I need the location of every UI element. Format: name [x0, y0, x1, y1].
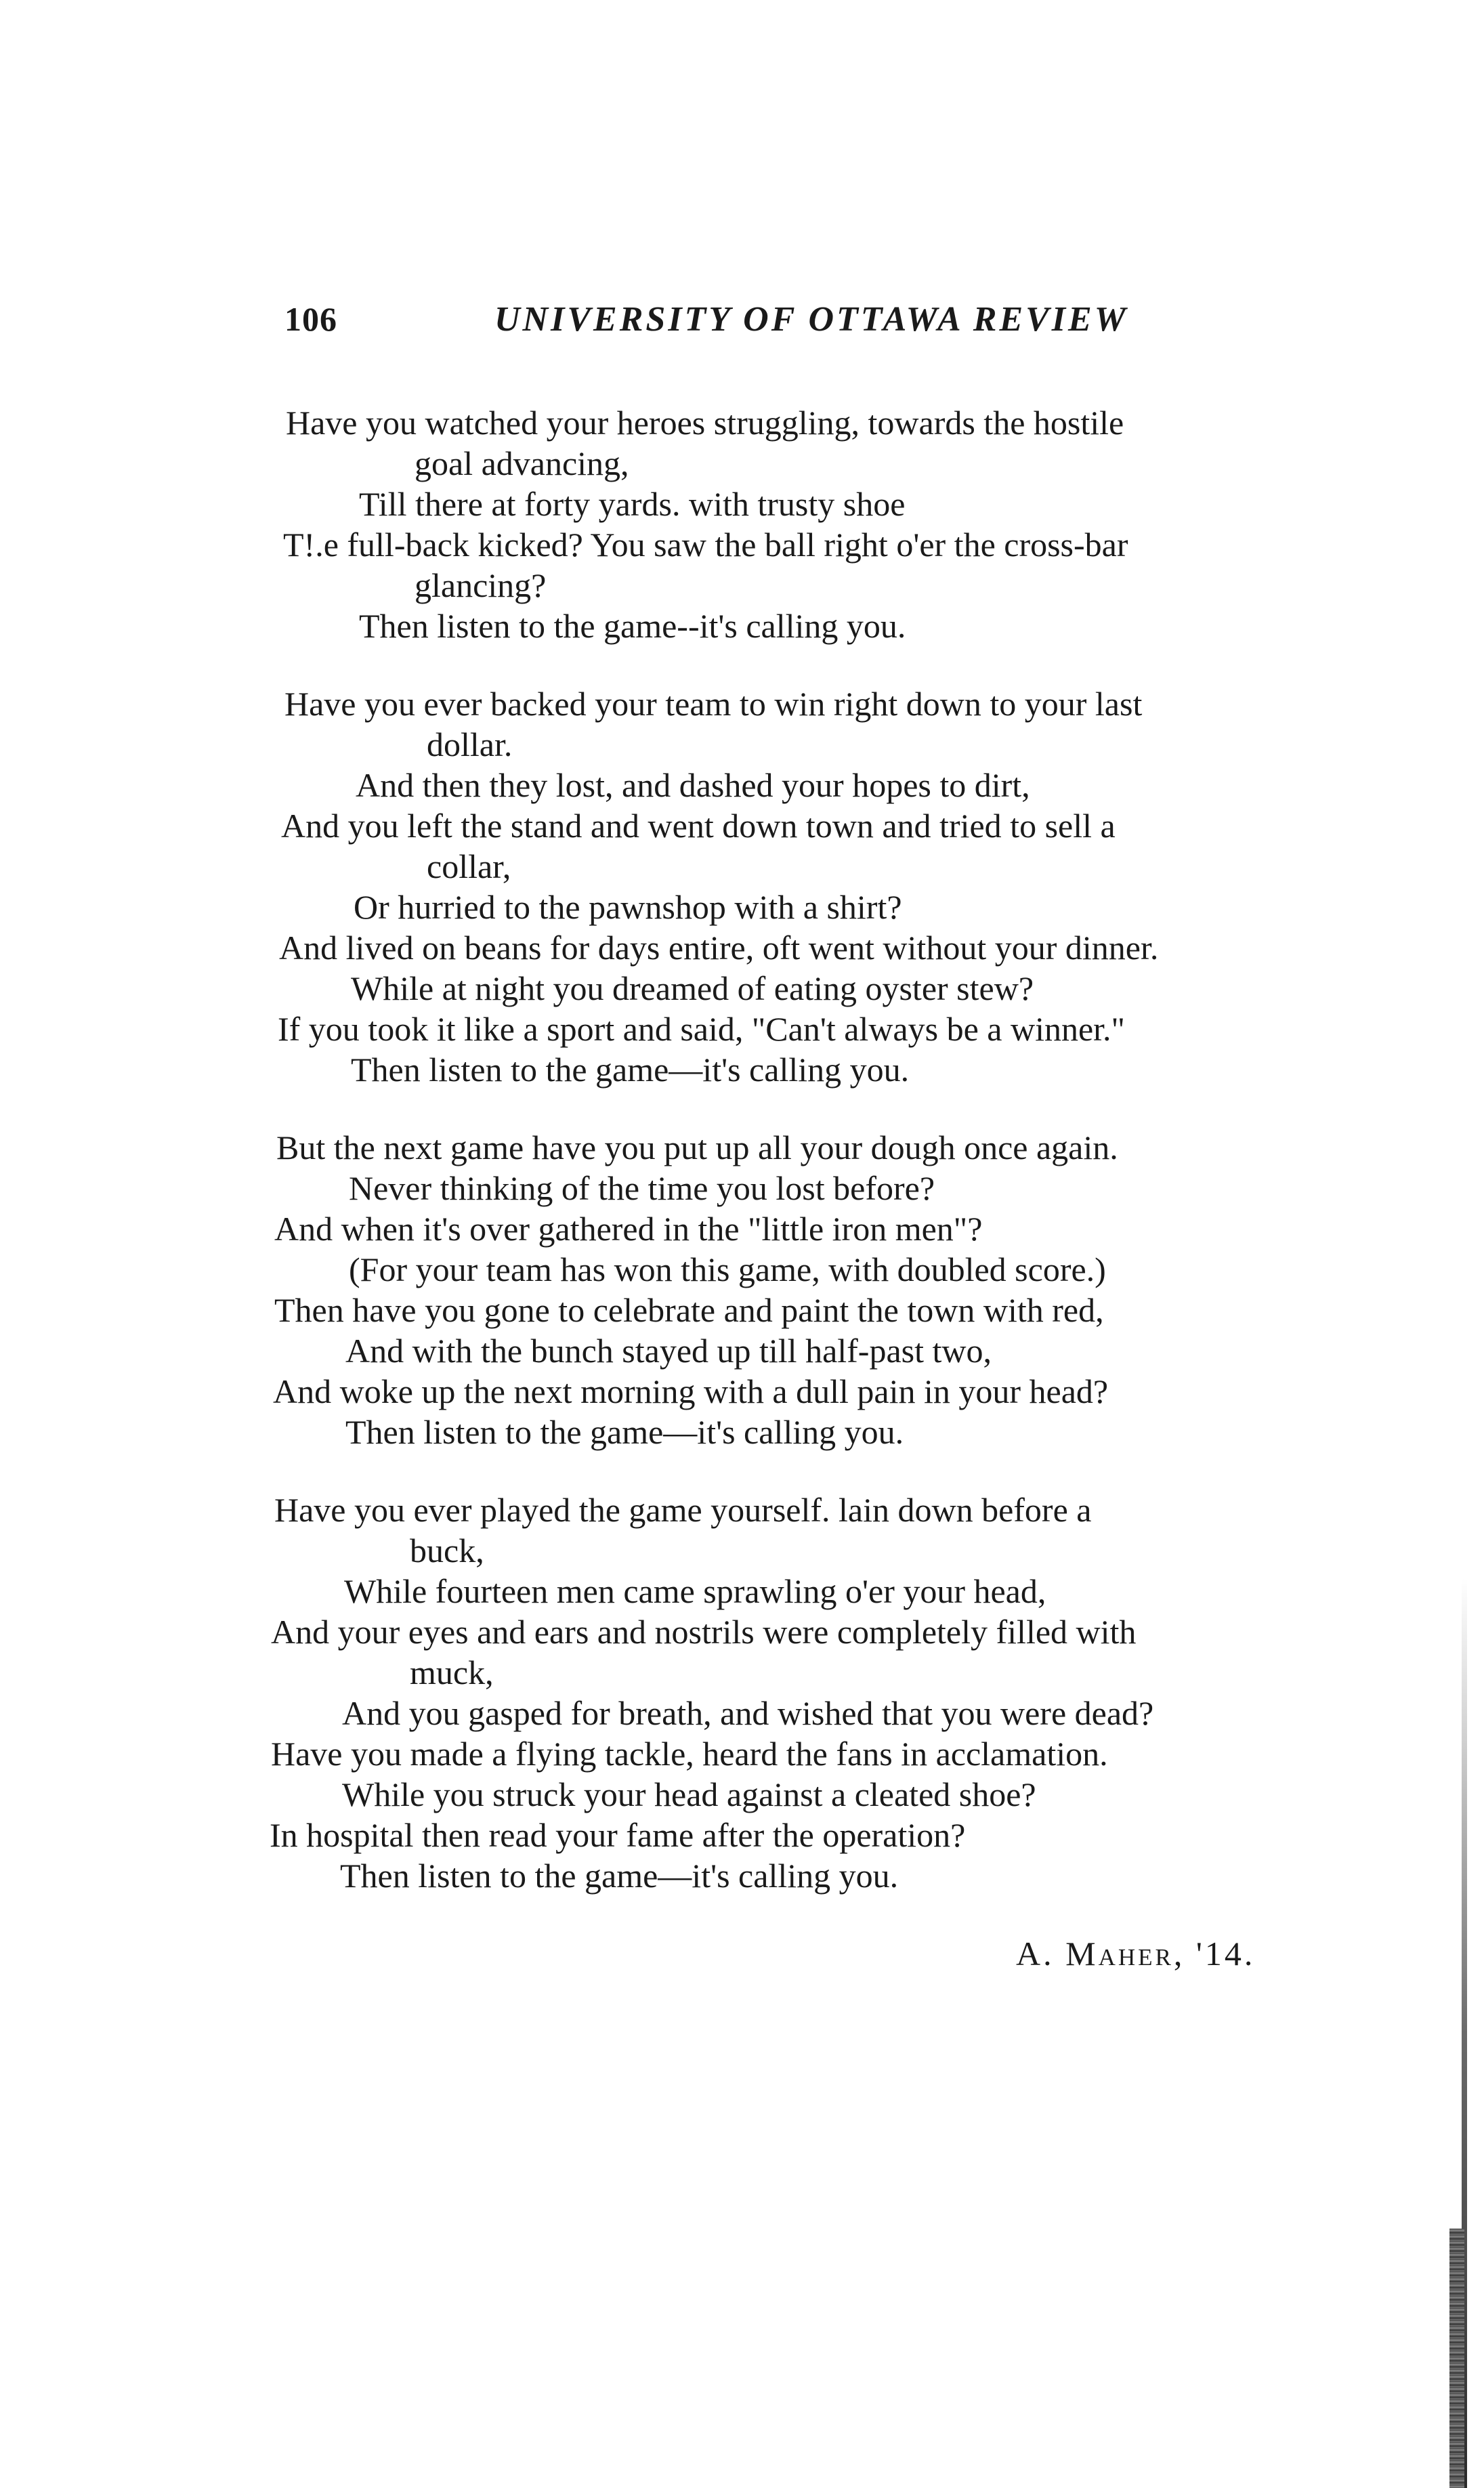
poem-line: And woke up the next morning with a dull pain in your head? [273, 1372, 1109, 1410]
poem-line: Have you made a flying tackle, heard the fans in acclamation. [271, 1735, 1108, 1773]
poem-line: Till there at forty yards. with trusty shoe [359, 485, 906, 523]
poem-line: dollar. [427, 725, 513, 763]
poem-line: glancing? [415, 566, 547, 604]
scan-edge-dark [1449, 2229, 1464, 2488]
poem-line: And you gasped for breath, and wished that you were dead? [342, 1694, 1154, 1732]
page-header [284, 299, 1219, 347]
poem-line: T!.e full-back kicked? You saw the ball right o'er the cross-bar [283, 526, 1128, 564]
poem-line: Have you ever backed your team to win right down to your last [284, 685, 1143, 723]
poem-line: collar, [427, 847, 511, 885]
page-number: 106 [284, 300, 337, 338]
poem-line: Or hurried to the pawnshop with a shirt? [354, 888, 902, 926]
poem-line: While at night you dreamed of eating oyster stew? [351, 969, 1034, 1007]
poem-line: While you struck your head against a cleated shoe? [342, 1775, 1036, 1813]
poem-line: Then listen to the game--it's calling you. [359, 607, 906, 645]
author-year: '14. [1195, 1935, 1256, 1973]
poem-line: muck, [410, 1653, 494, 1691]
poem-line: And your eyes and ears and nostrils were completely filled with [271, 1613, 1137, 1651]
poem-line: But the next game have you put up all your dough once again. [276, 1129, 1118, 1166]
poem-line: While fourteen men came sprawling o'er your head, [344, 1572, 1046, 1610]
poem-line: Have you ever played the game yourself. lain down before a [274, 1491, 1092, 1529]
author-surname: Maher, [1065, 1935, 1185, 1973]
poem-line: Never thinking of the time you lost before? [349, 1169, 935, 1207]
author-initial: A. [1016, 1935, 1055, 1973]
poem-line: Have you watched your heroes struggling, towards the hostile [286, 404, 1124, 442]
poem-line: And you left the stand and went down town and tried to sell a [281, 807, 1116, 845]
poem-line: And then they lost, and dashed your hopes to dirt, [356, 766, 1030, 804]
poem-line: And with the bunch stayed up till half-past two, [345, 1332, 992, 1370]
poem-line: buck, [410, 1532, 484, 1569]
poem-line: And when it's over gathered in the "little iron men"? [274, 1210, 983, 1248]
poem-line: Then listen to the game—it's calling you. [351, 1051, 910, 1089]
journal-title: UNIVERSITY OF OTTAWA REVIEW [494, 300, 1128, 339]
poem-line: goal advancing, [415, 444, 629, 482]
poem-line: (For your team has won this game, with doubled score.) [349, 1250, 1106, 1288]
poem-line: If you took it like a sport and said, "Can't always be a winner." [278, 1010, 1125, 1048]
poem-line: Then have you gone to celebrate and paint the town with red, [274, 1291, 1104, 1329]
poem-line: Then listen to the game—it's calling you. [345, 1413, 904, 1451]
poem-line: In hospital then read your fame after the operation? [270, 1816, 966, 1854]
poem-line: Then listen to the game—it's calling you. [340, 1857, 899, 1895]
poem-line: And lived on beans for days entire, oft went without your dinner. [279, 929, 1159, 967]
author-signature [1016, 1934, 1255, 1973]
